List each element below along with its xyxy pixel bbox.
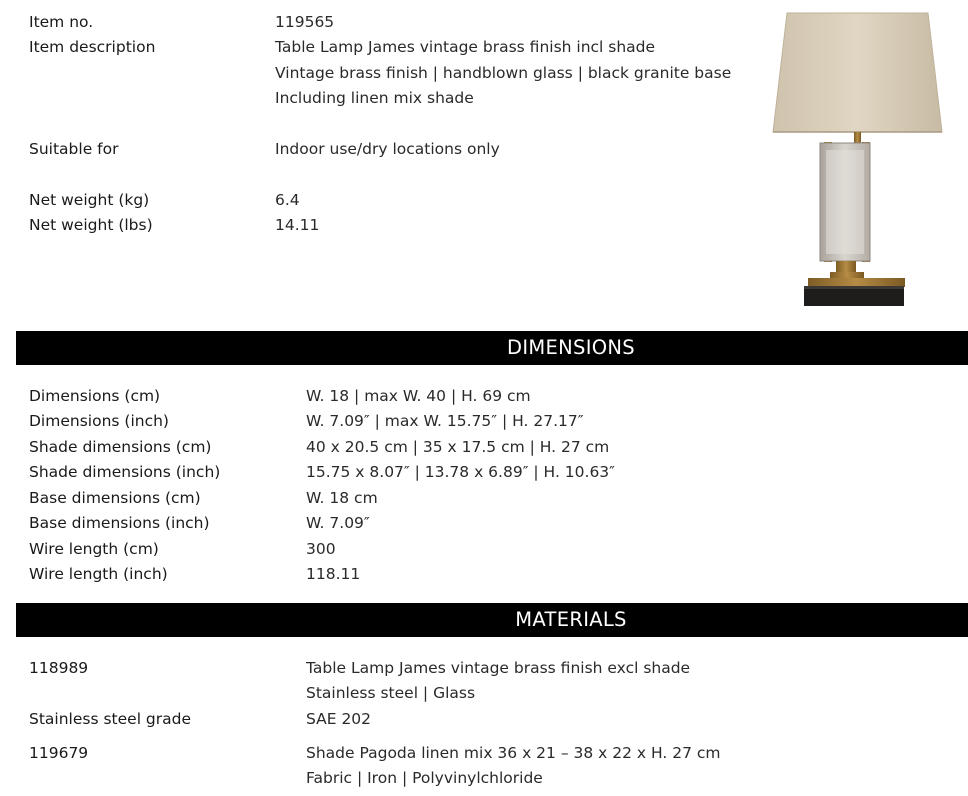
material-value-line-2: Fabric | Iron | Polyvinylchloride <box>306 769 543 787</box>
item-description-value <box>275 35 731 112</box>
materials-heading-text: MATERIALS <box>515 608 627 631</box>
net-weight-kg-value: 6.4 <box>275 191 300 209</box>
dimensions-heading <box>16 331 968 365</box>
net-weight-kg-label: Net weight (kg) <box>29 191 150 209</box>
dimension-label: Dimensions (inch) <box>29 412 169 430</box>
dimension-label: Wire length (cm) <box>29 540 159 558</box>
suitable-for-label: Suitable for <box>29 140 119 158</box>
materials-heading <box>16 603 968 637</box>
dimension-value: 40 x 20.5 cm | 35 x 17.5 cm | H. 27 cm <box>306 438 610 456</box>
item-number-value: 119565 <box>275 13 335 31</box>
dimension-value: W. 7.09″ <box>306 514 370 532</box>
item-number-label: Item no. <box>29 13 94 31</box>
dimension-value: 15.75 x 8.07″ | 13.78 x 6.89″ | H. 10.63″ <box>306 463 615 481</box>
material-label: 119679 <box>29 744 89 762</box>
description-line-1: Table Lamp James vintage brass finish incl shade <box>275 38 656 56</box>
dimension-label: Dimensions (cm) <box>29 387 161 405</box>
net-weight-lbs-value: 14.11 <box>275 216 320 234</box>
dimension-label: Base dimensions (inch) <box>29 514 210 532</box>
dimension-label: Shade dimensions (inch) <box>29 463 221 481</box>
item-description-label: Item description <box>29 38 156 56</box>
dimension-value: W. 7.09″ | max W. 15.75″ | H. 27.17″ <box>306 412 584 430</box>
description-line-3: Including linen mix shade <box>275 89 474 107</box>
material-value-line-1: SAE 202 <box>306 710 372 728</box>
description-line-2: Vintage brass finish | handblown glass | black granite base <box>275 63 732 82</box>
dimension-value: 118.11 <box>306 565 361 583</box>
table-lamp-product-image <box>770 10 946 310</box>
material-value-line-1: Table Lamp James vintage brass finish excl shade <box>306 659 691 677</box>
net-weight-lbs-label: Net weight (lbs) <box>29 216 153 234</box>
dimension-label: Base dimensions (cm) <box>29 489 201 507</box>
dimension-value: 300 <box>306 540 336 558</box>
dimensions-heading-text: DIMENSIONS <box>507 336 635 359</box>
material-value-line-2: Stainless steel | Glass <box>306 684 476 702</box>
material-value-line-1: Shade Pagoda linen mix 36 x 21 – 38 x 22 x H. 27 cm <box>306 744 721 762</box>
dimension-value: W. 18 cm <box>306 489 378 507</box>
material-label: Stainless steel grade <box>29 710 192 728</box>
material-label: 118989 <box>29 659 89 677</box>
dimension-label: Wire length (inch) <box>29 565 168 583</box>
suitable-for-value: Indoor use/dry locations only <box>275 140 500 158</box>
dimension-label: Shade dimensions (cm) <box>29 438 212 456</box>
dimension-value: W. 18 | max W. 40 | H. 69 cm <box>306 387 531 405</box>
